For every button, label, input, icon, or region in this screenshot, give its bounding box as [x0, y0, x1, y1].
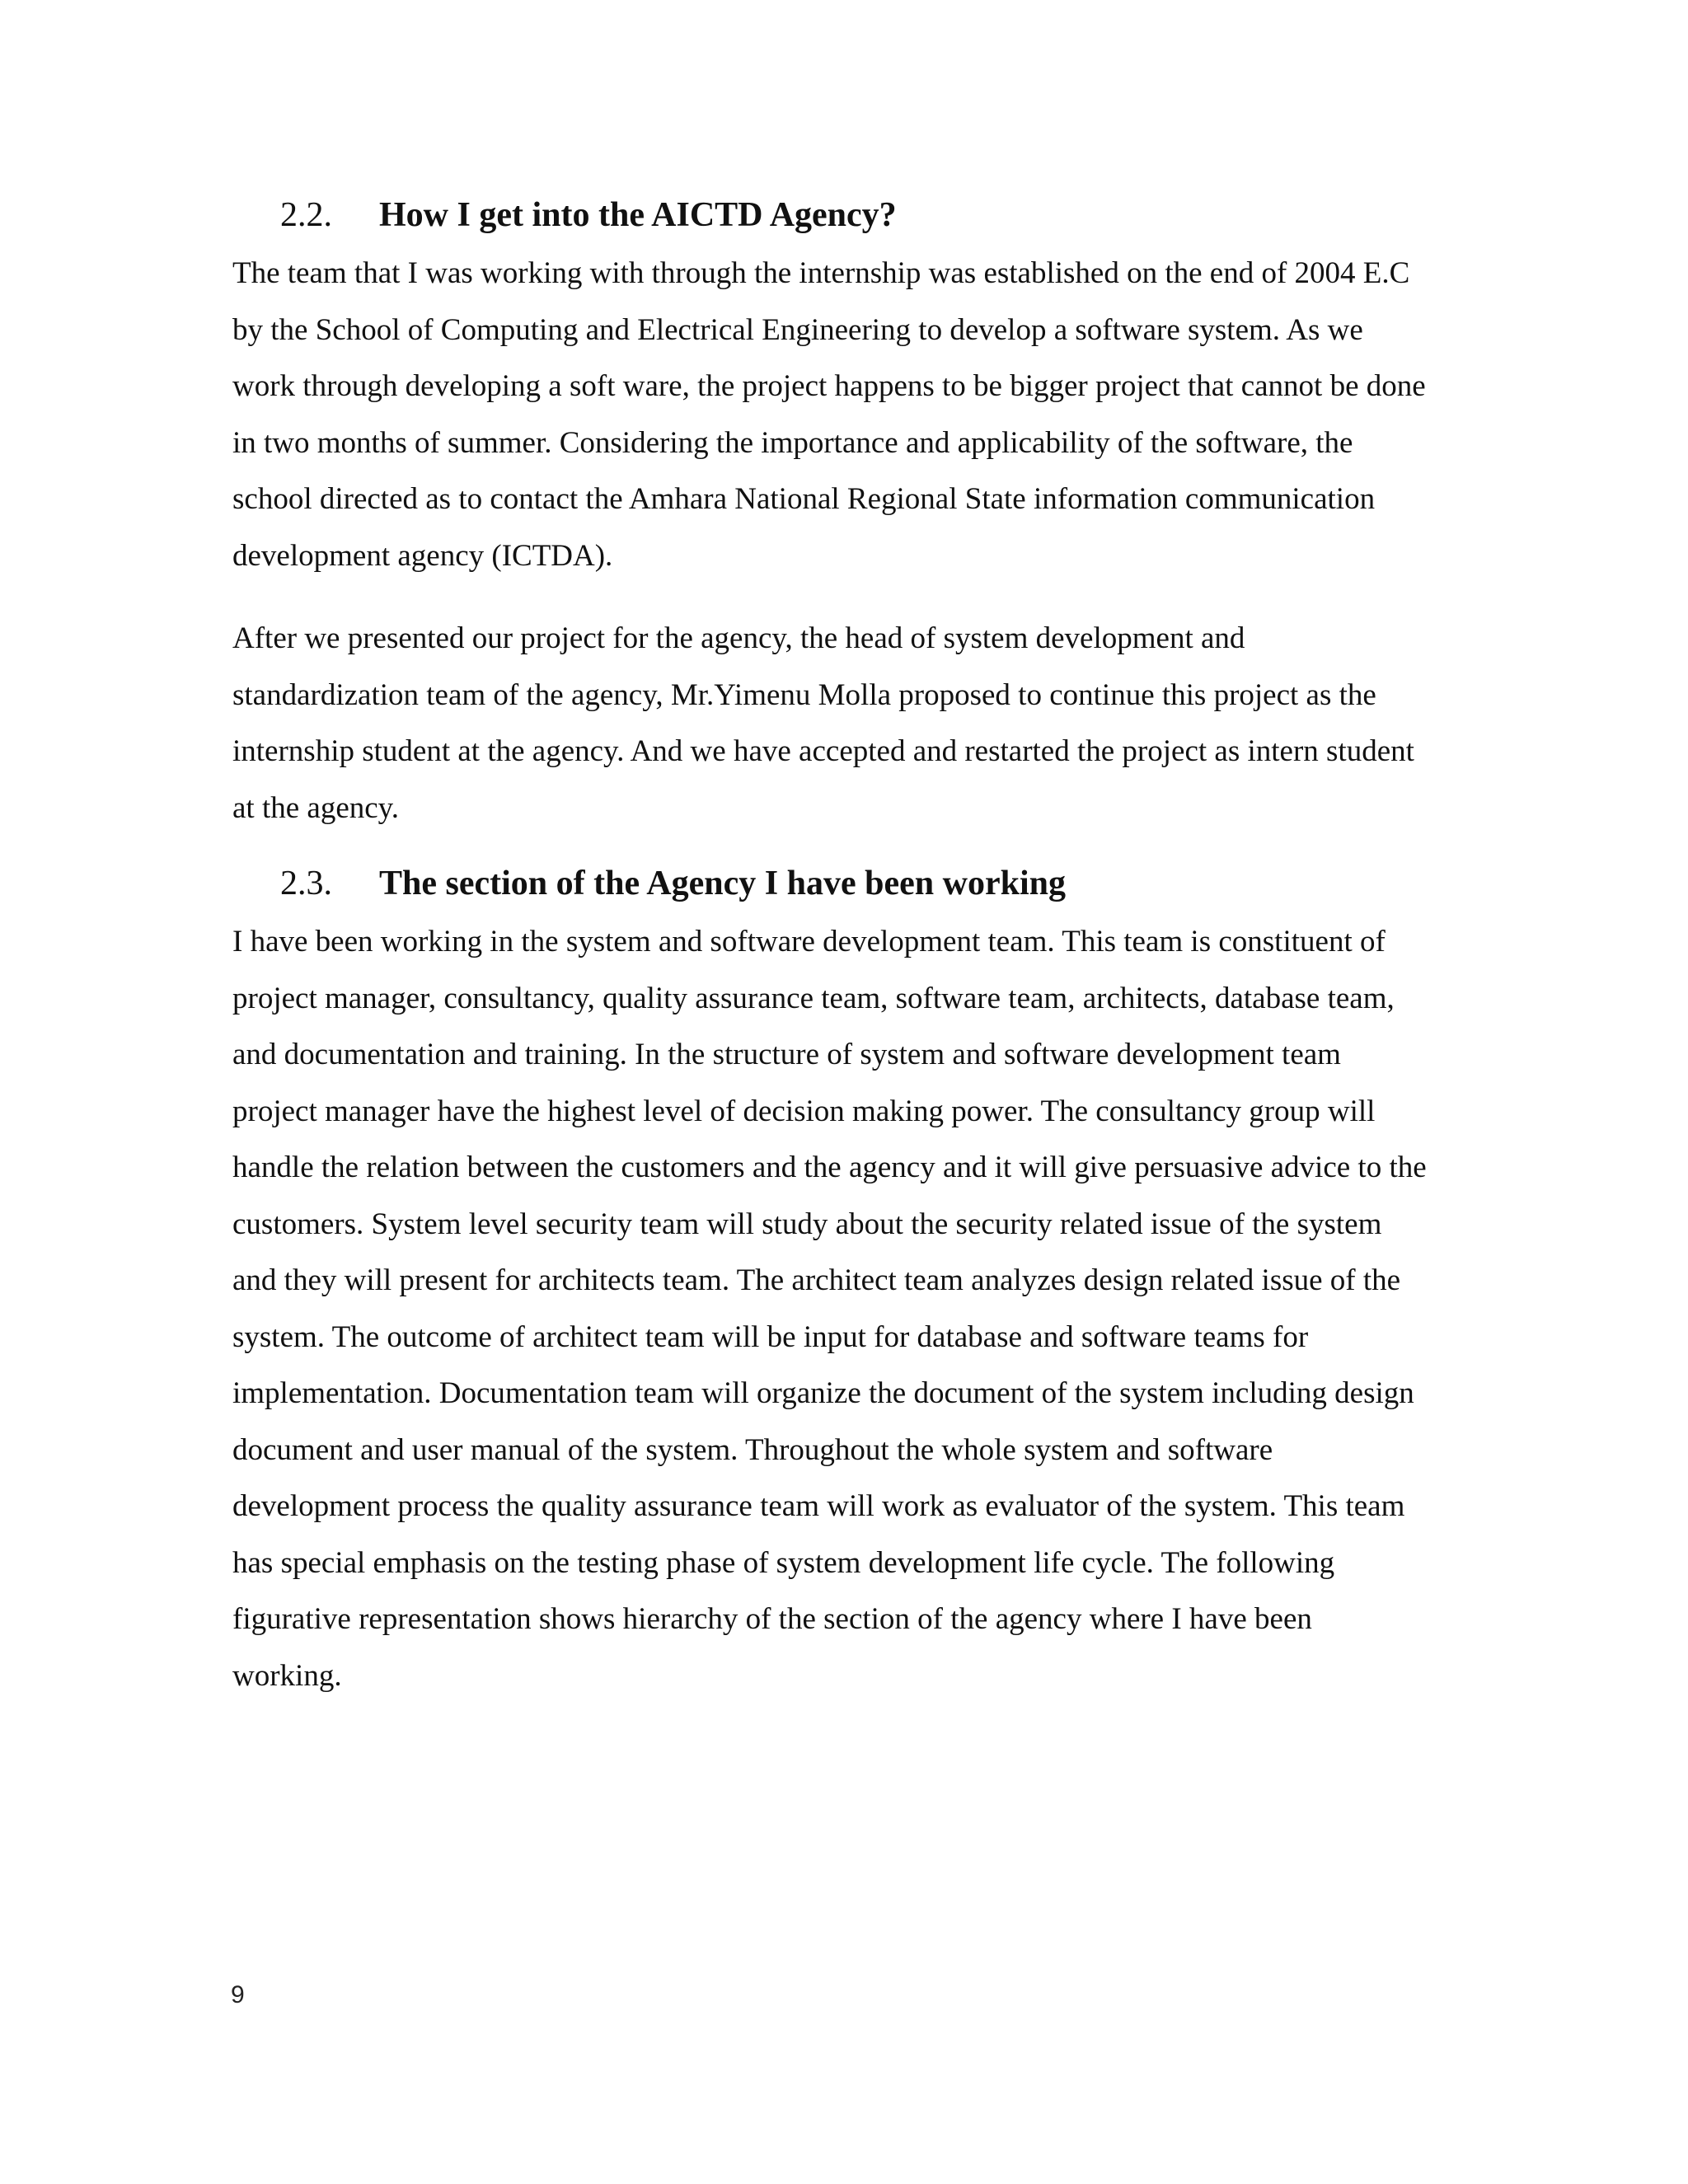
text-line: I have been working in the system and software development team. This team is constituent of — [232, 925, 1386, 958]
text-line: system. The outcome of architect team will be input for database and software teams for — [232, 1319, 1309, 1354]
text-line: and documentation and training. In the structure of system and software development team — [232, 1038, 1341, 1071]
text-line: working. — [232, 1658, 342, 1693]
text-line: at the agency. — [232, 790, 400, 825]
page-number: 9 — [231, 1981, 245, 2008]
text-line: in two months of summer. Considering the importance and applicability of the software, the — [232, 425, 1353, 460]
text-line: school directed as to contact the Amhara National Regional State information communication — [232, 482, 1376, 516]
text-line: standardization team of the agency, Mr.Yimenu Molla proposed to continue this project as the — [232, 677, 1376, 712]
page-content — [232, 186, 1518, 1704]
section-title: The section of the Agency I have been working — [379, 865, 1066, 902]
section-number: 2.2. — [280, 196, 332, 234]
paragraph-team-structure — [232, 914, 1518, 1704]
text-line: by the School of Computing and Electrical Engineering to develop a software system. As we — [232, 312, 1363, 347]
section-spacer — [232, 837, 1518, 855]
paragraph-team-origin — [232, 246, 1518, 584]
text-line: development agency (ICTDA). — [232, 538, 613, 573]
text-line: The team that I was working with through the internship was established on the end of 2004 E.C — [232, 256, 1410, 290]
section-heading-2-3 — [232, 855, 1518, 912]
text-line: development process the quality assurance team will work as evaluator of the system. This team — [232, 1489, 1405, 1523]
text-line: After we presented our project for the agency, the head of system development and — [232, 621, 1245, 655]
section-heading-2-2 — [232, 186, 1518, 244]
text-line: handle the relation between the customers and the agency and it will give persuasive advice to the — [232, 1151, 1427, 1184]
text-line: project manager have the highest level of decision making power. The consultancy group will — [232, 1094, 1376, 1128]
text-line: and they will present for architects team. The architect team analyzes design related issue of the — [232, 1263, 1401, 1297]
paragraph-project-presentation — [232, 611, 1518, 837]
text-line: document and user manual of the system. Throughout the whole system and software — [232, 1432, 1273, 1467]
text-line: figurative representation shows hierarchy of the section of the agency where I have been — [232, 1602, 1312, 1636]
text-line: customers. System level security team will study about the security related issue of the system — [232, 1207, 1382, 1241]
text-line: project manager, consultancy, quality assurance team, software team, architects, database team, — [232, 981, 1395, 1015]
text-line: has special emphasis on the testing phase of system development life cycle. The following — [232, 1545, 1335, 1580]
paragraph-spacer — [232, 584, 1518, 611]
text-line: implementation. Documentation team will organize the document of the system including design — [232, 1376, 1414, 1410]
text-line: work through developing a soft ware, the project happens to be bigger project that cannot be done — [232, 369, 1426, 403]
section-number: 2.3. — [280, 865, 332, 902]
text-line: internship student at the agency. And we have accepted and restarted the project as intern student — [232, 734, 1414, 768]
section-title: How I get into the AICTD Agency? — [379, 196, 897, 234]
